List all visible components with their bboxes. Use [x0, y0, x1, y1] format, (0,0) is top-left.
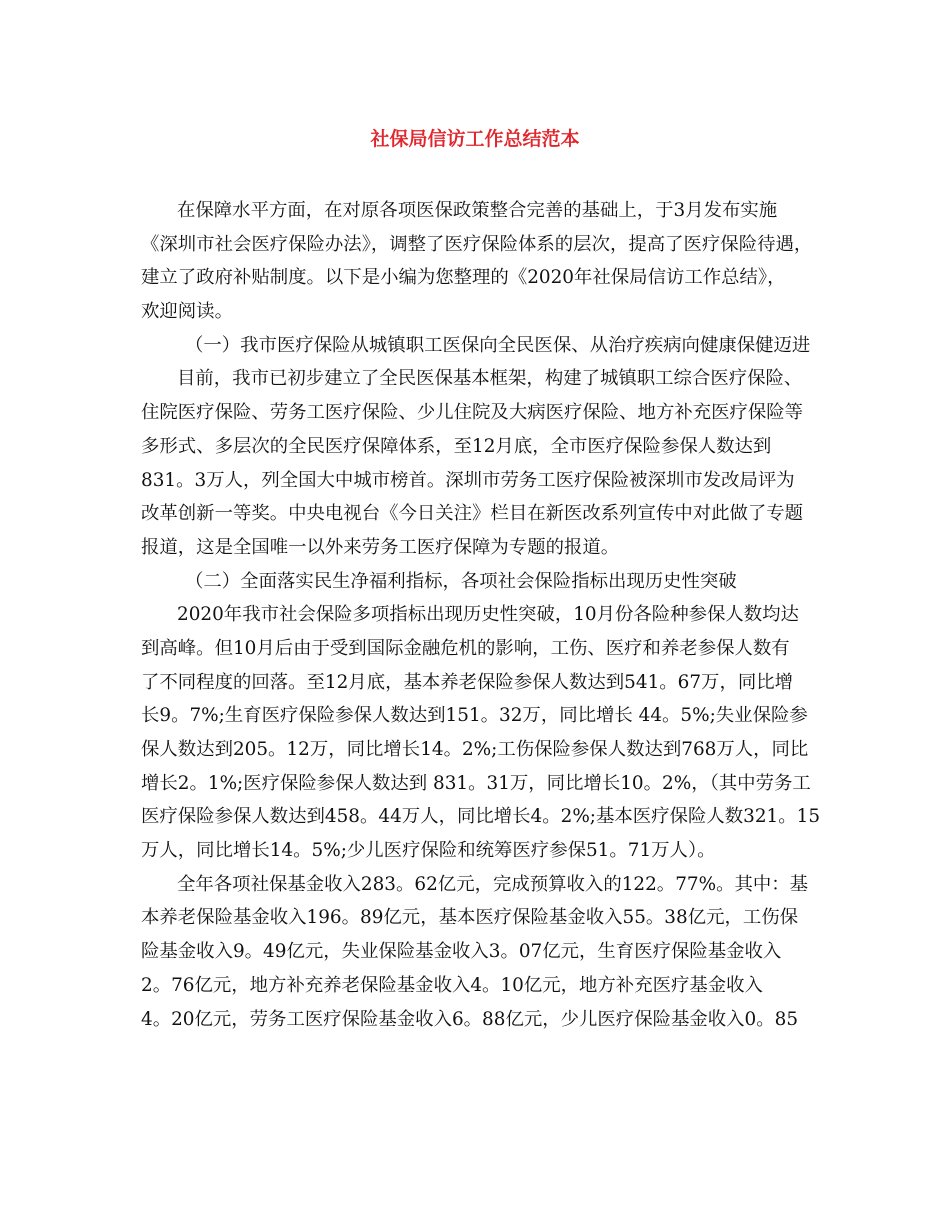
- paragraph-line: 万人，同比增长14。5%;少儿医疗保险和统筹医疗参保51。71万人）。: [141, 840, 716, 862]
- paragraph-line: 保人数达到205。12万，同比增长14。2%;工伤保险参保人数达到768万人，同比: [141, 739, 809, 760]
- document-title: 社保局信访工作总结范本: [370, 128, 580, 150]
- paragraph-line: 目前，我市已初步建立了全民医保基本框架，构建了城镇职工综合医疗保险、: [177, 368, 803, 390]
- section-heading-2: （二）全面落实民生净福利指标，各项社会保险指标出现历史性突破: [185, 570, 737, 592]
- paragraph-line: 全年各项社保基金收入283。62亿元，完成预算收入的122。77%。其中：基: [177, 873, 809, 895]
- paragraph-line: 建立了政府补贴制度。以下是小编为您整理的《2020年社保局信访工作总结》，: [141, 267, 786, 289]
- document-body: [141, 194, 821, 1036]
- paragraph-line: 医疗保险参保人数达到458。44万人，同比增长4。2%;基本医疗保险人数321。15: [141, 806, 821, 828]
- paragraph-line: 增长2。1%;医疗保险参保人数达到 831。31万，同比增长10。2%，（其中劳务工: [141, 772, 811, 794]
- paragraph-line: 在保障水平方面，在对原各项医保政策整合完善的基础上，于3月发布实施: [177, 200, 778, 221]
- paragraph-line: 长9。7%;生育医疗保险参保人数达到151。32万，同比增长 44。5%;失业保险参: [141, 705, 808, 727]
- paragraph-line: 本养老保险基金收入196。89亿元，基本医疗保险基金收入55。38亿元，工伤保: [141, 907, 799, 929]
- paragraph-line: 4。20亿元，劳务工医疗保险基金收入6。88亿元，少儿医疗保险基金收入0。85: [141, 1008, 799, 1030]
- paragraph-line: 831。3万人，列全国大中城市榜首。深圳市劳务工医疗保险被深圳市发改局评为: [141, 469, 795, 491]
- paragraph-line: 改革创新一等奖。中央电视台《今日关注》栏目在新医改系列宣传中对此做了专题: [141, 503, 804, 525]
- paragraph-line: 多形式、多层次的全民医疗保障体系，至12月底，全市医疗保险参保人数达到: [141, 435, 772, 457]
- paragraph-line: 《深圳市社会医疗保险办法》，调整了医疗保险体系的层次，提高了医疗保险待遇，: [141, 233, 813, 255]
- section-heading-1: （一）我市医疗保险从城镇职工医保向全民医保、从治疗疾病向健康保健迈进: [185, 334, 811, 356]
- paragraph-line: 了不同程度的回落。至12月底，基本养老保险参保人数达到541。67万，同比增: [141, 671, 794, 693]
- paragraph-line: 住院医疗保险、劳务工医疗保险、少儿住院及大病医疗保险、地方补充医疗保险等: [141, 402, 804, 424]
- paragraph-line: 欢迎阅读。: [141, 301, 233, 323]
- paragraph-line: 2。76亿元，地方补充养老保险基金收入4。10亿元，地方补充医疗基金收入: [141, 974, 763, 996]
- paragraph-line: 2020年我市社会保险多项指标出现历史性突破，10月份各险种参保人数均达: [177, 604, 799, 626]
- paragraph-line: 到高峰。但10月后由于受到国际金融危机的影响，工伤、医疗和养老参保人数有: [141, 637, 790, 659]
- paragraph-line: 报道，这是全国唯一以外来劳务工医疗保障为专题的报道。: [141, 536, 620, 558]
- paragraph-line: 险基金收入9。49亿元，失业保险基金收入3。07亿元，生育医疗保险基金收入: [141, 941, 782, 963]
